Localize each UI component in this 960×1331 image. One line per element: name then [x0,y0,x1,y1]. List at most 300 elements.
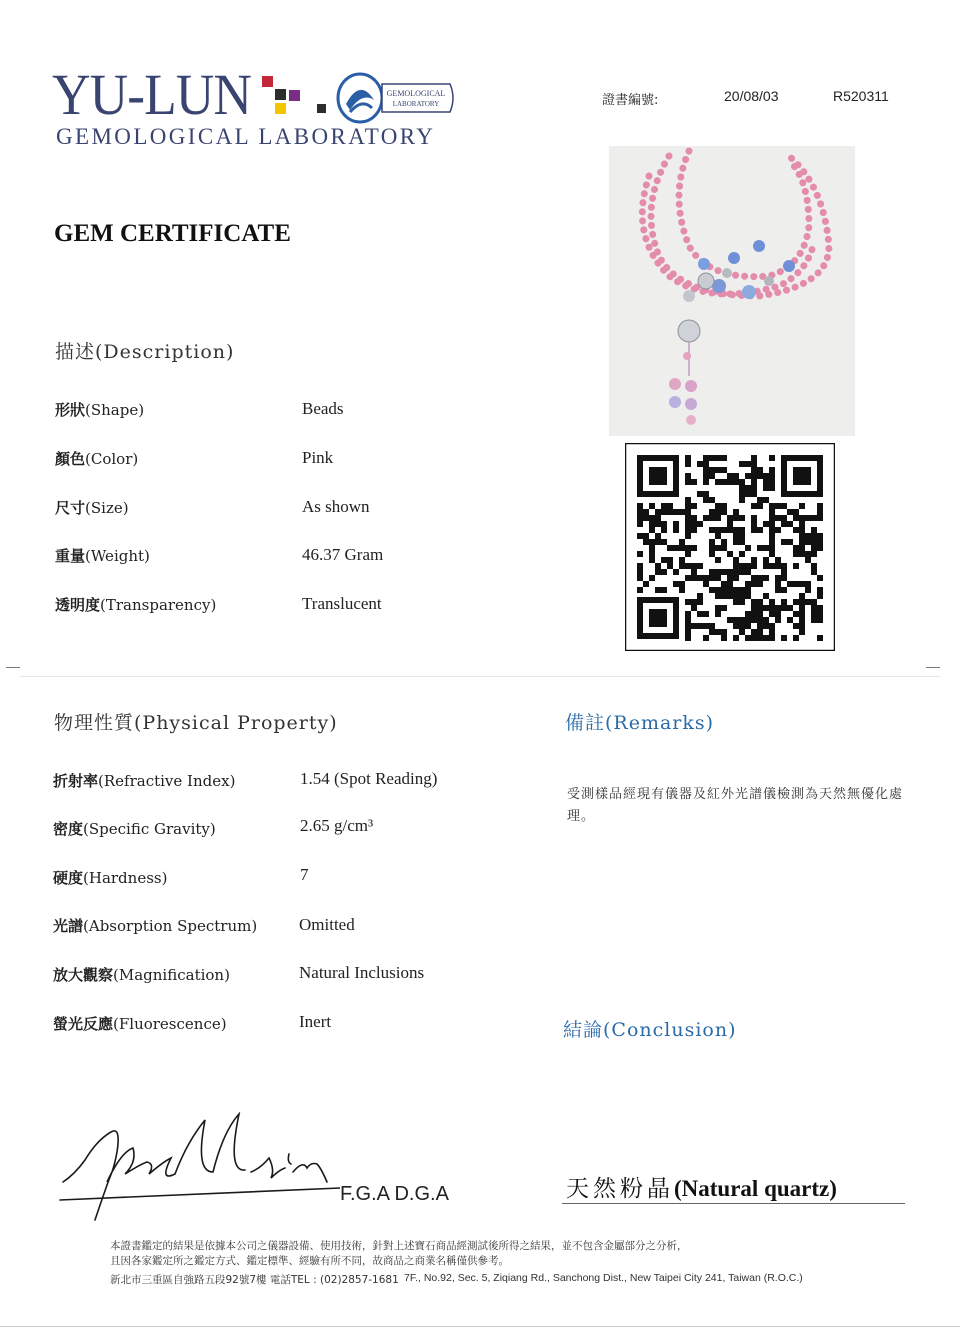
qr-module [655,533,661,539]
qr-module [709,575,715,581]
qr-module [637,503,643,509]
qr-module [667,563,673,569]
logo-square-dark [317,104,326,113]
qr-module [763,479,769,485]
description-heading: 描述(Description) [55,341,235,363]
qr-module [673,581,679,587]
qr-module [691,521,697,527]
qr-module [709,587,715,593]
qr-module [769,473,775,479]
qr-module [715,503,721,509]
physical-label-zh: 放大觀察 [53,966,114,984]
qr-module [637,563,643,569]
qr-module [715,479,721,485]
logo-square-red [262,76,273,87]
qr-module [733,599,739,605]
qr-module [709,551,715,557]
qr-module [745,593,751,599]
fold-mark-left [6,667,20,668]
qr-module [649,575,655,581]
qr-module [733,473,739,479]
qr-module [757,581,763,587]
qr-module [661,509,667,515]
qr-module [703,623,709,629]
qr-module [685,533,691,539]
physical-row-label [53,964,230,985]
certificate-title: GEM CERTIFICATE [54,220,291,247]
qr-module [655,515,661,521]
physical-label-zh: 硬度 [53,869,84,887]
physical-label-zh: 密度 [53,820,84,838]
qr-module [733,515,739,521]
description-row-label [55,448,138,469]
qr-module [751,461,757,467]
remarks-text: 受測樣品經現有儀器及紅外光譜儀檢測為天然無優化處理。 [567,787,904,824]
qr-module [739,497,745,503]
qr-module [661,527,667,533]
qr-module [739,533,745,539]
description-label-zh: 透明度 [55,596,101,614]
qr-module [811,551,817,557]
physical-row-label [53,818,216,839]
qr-module [667,545,673,551]
qr-module [805,581,811,587]
description-row-value: As shown [302,497,370,516]
section-divider [20,676,940,677]
qr-module [721,545,727,551]
qr-module [775,605,781,611]
qr-module [745,563,751,569]
qr-module [817,617,823,623]
qr-module [649,545,655,551]
qr-module [703,467,709,473]
qr-module [751,521,757,527]
qr-module [733,563,739,569]
qr-module [769,629,775,635]
qr-module [721,455,727,461]
physical-row-value: Omitted [299,915,355,934]
qr-module [697,623,703,629]
qr-module [745,611,751,617]
qr-module [655,509,661,515]
qr-module [799,629,805,635]
qr-module [739,617,745,623]
qr-finder-top-left [637,455,679,497]
qr-module [721,479,727,485]
qr-module [745,545,751,551]
description-row-label [55,594,216,615]
description-label-zh: 重量 [55,547,86,565]
qr-module [733,557,739,563]
qr-module [715,587,721,593]
physical-row-value: 2.65 g/cm³ [300,816,374,835]
qr-module [793,563,799,569]
qr-module [715,611,721,617]
qr-module [751,611,757,617]
qr-module [739,485,745,491]
footer-disclaimer-line-1: 本證書鑑定的結果是依據本公司之儀器設備、使用技術，針對上述寶石商品經測試後所得之結果，並不包含金屬部分之分析， [110,1240,688,1252]
qr-module [739,539,745,545]
qr-module [775,581,781,587]
qr-module [757,623,763,629]
qr-module [661,521,667,527]
qr-module [763,557,769,563]
qr-module [793,611,799,617]
qr-module [787,605,793,611]
footer-address-zh: 新北市三重區自強路五段92號7樓 電話TEL : (02)2857-1681 [110,1274,399,1286]
description-label-zh: 顏色 [55,450,86,468]
qr-module [781,599,787,605]
qr-module [691,575,697,581]
qr-module [757,629,763,635]
qr-module [763,617,769,623]
qr-module [817,539,823,545]
qr-module [685,527,691,533]
qr-module [757,575,763,581]
qr-module [715,467,721,473]
qr-module [703,515,709,521]
qr-module [715,569,721,575]
qr-module [799,533,805,539]
qr-module [769,479,775,485]
qr-module [769,521,775,527]
qr-module [673,545,679,551]
physical-row-label [53,770,235,791]
seal-line-2: LABORATORY [392,100,440,108]
qr-module [643,515,649,521]
qr-module [769,509,775,515]
qr-module [655,563,661,569]
qr-module [703,455,709,461]
qr-module [733,479,739,485]
qr-module [751,467,757,473]
qr-module [793,527,799,533]
qr-module [751,581,757,587]
qr-module [751,491,757,497]
qr-module [751,473,757,479]
qr-module [721,581,727,587]
qr-module [751,563,757,569]
qr-module [697,575,703,581]
qr-module [763,575,769,581]
physical-label-zh: 光譜 [53,917,84,935]
physical-row-value: Natural Inclusions [299,963,425,982]
qr-module [805,557,811,563]
qr-module [775,527,781,533]
qr-module [739,461,745,467]
qr-module [739,515,745,521]
qr-module [715,515,721,521]
qr-module [685,479,691,485]
gemological-lab-seal [336,70,458,126]
qr-module [673,509,679,515]
qr-module [751,503,757,509]
logo-color-squares [262,76,332,116]
qr-module [739,629,745,635]
qr-module [793,509,799,515]
qr-module [757,497,763,503]
qr-module [649,515,655,521]
qr-module [751,557,757,563]
qr-module [799,581,805,587]
physical-row-value: Inert [299,1012,332,1031]
qr-module [721,467,727,473]
qr-module [763,623,769,629]
qr-module [763,563,769,569]
qr-module [709,455,715,461]
qr-module [799,611,805,617]
page-bottom-edge [0,1326,960,1327]
qr-module [793,551,799,557]
qr-module [733,509,739,515]
qr-module [637,569,643,575]
qr-module [685,473,691,479]
qr-module [799,527,805,533]
qr-module [637,587,643,593]
qr-module [769,623,775,629]
qr-module [811,539,817,545]
qr-module [709,467,715,473]
qr-module [793,515,799,521]
qr-module [775,617,781,623]
signer-credentials: F.G.A D.G.A [340,1183,449,1205]
qr-module [703,491,709,497]
qr-module [769,599,775,605]
qr-module [781,569,787,575]
physical-row-label [53,915,257,936]
qr-module [799,623,805,629]
qr-module [811,527,817,533]
qr-module [739,491,745,497]
description-label-zh: 尺寸 [55,499,86,517]
qr-module [727,575,733,581]
qr-module [781,563,787,569]
qr-module [691,527,697,533]
qr-module [661,539,667,545]
qr-module [769,503,775,509]
qr-module [703,497,709,503]
qr-module [739,599,745,605]
qr-module [787,521,793,527]
qr-module [781,521,787,527]
qr-module [817,545,823,551]
qr-module [649,527,655,533]
qr-module [805,587,811,593]
qr-module [685,497,691,503]
conclusion-result [566,1170,837,1203]
qr-module [685,599,691,605]
qr-module [727,587,733,593]
qr-module [769,515,775,521]
description-row-label [55,399,144,420]
qr-module [733,539,739,545]
qr-finder-top-right [781,455,823,497]
qr-module [781,587,787,593]
qr-module [643,581,649,587]
qr-module [769,563,775,569]
qr-module [769,551,775,557]
qr-module [655,569,661,575]
qr-module [769,485,775,491]
qr-module [709,509,715,515]
qr-module [649,557,655,563]
qr-module [715,533,721,539]
lab-logo-subtitle: GEMOLOGICAL LABORATORY [56,124,436,149]
qr-module [685,545,691,551]
qr-module [781,503,787,509]
qr-module [763,473,769,479]
qr-module [817,533,823,539]
qr-module [727,581,733,587]
qr-module [637,521,643,527]
qr-module [745,635,751,641]
qr-module [643,533,649,539]
qr-module [697,563,703,569]
fold-mark-right [926,667,940,668]
qr-module [679,509,685,515]
qr-module [637,509,643,515]
cert-date: 20/08/03 [724,88,779,104]
cert-number-label: 證書編號: [602,93,659,108]
qr-module [703,473,709,479]
qr-module [667,509,673,515]
qr-module [751,515,757,521]
qr-module [805,533,811,539]
qr-module [685,623,691,629]
physical-row-value: 1.54 (Spot Reading) [300,769,438,788]
qr-module [763,605,769,611]
qr-module [745,581,751,587]
qr-module [685,617,691,623]
qr-module [727,515,733,521]
qr-module [769,539,775,545]
conclusion-underline [562,1203,905,1204]
qr-module [709,569,715,575]
qr-module [745,569,751,575]
qr-module [769,455,775,461]
qr-module [697,593,703,599]
remarks-heading: 備註(Remarks) [565,712,715,734]
qr-module [739,593,745,599]
physical-heading: 物理性質(Physical Property) [54,712,338,734]
qr-module [679,563,685,569]
qr-module [703,479,709,485]
qr-module [721,527,727,533]
qr-module [739,587,745,593]
qr-module [691,569,697,575]
qr-module [745,461,751,467]
qr-module [637,515,643,521]
qr-module [805,539,811,545]
qr-module [799,605,805,611]
qr-module [781,575,787,581]
description-label-en: (Color) [85,450,139,468]
qr-module [739,569,745,575]
qr-module [757,527,763,533]
description-row-label [55,545,150,566]
qr-module [751,479,757,485]
qr-module [763,635,769,641]
qr-module [751,575,757,581]
qr-module [787,509,793,515]
qr-module [661,587,667,593]
qr-module [781,539,787,545]
qr-module [715,605,721,611]
qr-module [667,557,673,563]
qr-module [709,545,715,551]
qr-module [679,581,685,587]
qr-module [811,569,817,575]
physical-row-value: 7 [300,865,309,884]
qr-module [715,575,721,581]
qr-module [721,605,727,611]
qr-module [709,497,715,503]
qr-module [745,491,751,497]
qr-module [793,545,799,551]
qr-module [763,485,769,491]
qr-module [739,551,745,557]
qr-module [715,557,721,563]
qr-module [811,563,817,569]
qr-module [703,611,709,617]
logo-square-black [275,89,286,100]
qr-module [751,629,757,635]
qr-module [685,503,691,509]
physical-label-zh: 螢光反應 [53,1015,114,1033]
qr-module [757,467,763,473]
logo-square-yellow [275,103,286,114]
qr-module [775,503,781,509]
qr-module [811,533,817,539]
qr-module [691,479,697,485]
qr-module [691,563,697,569]
qr-module [703,575,709,581]
qr-module [685,455,691,461]
qr-module [811,611,817,617]
qr-module [649,521,655,527]
physical-label-en: (Absorption Spectrum) [83,917,258,935]
qr-module [667,503,673,509]
qr-module [685,611,691,617]
qr-module [733,623,739,629]
qr-module [655,587,661,593]
qr-module [769,635,775,641]
qr-module [787,539,793,545]
qr-module [817,509,823,515]
lab-logo-text: YU-LUN [52,62,251,127]
qr-module [697,599,703,605]
qr-module [793,581,799,587]
qr-module [715,629,721,635]
description-label-zh: 形狀 [55,401,86,419]
physical-label-en: (Hardness) [83,869,168,887]
qr-module [733,617,739,623]
qr-module [751,455,757,461]
qr-module [751,617,757,623]
qr-module [757,611,763,617]
qr-module [721,587,727,593]
qr-module [697,611,703,617]
qr-module [691,545,697,551]
qr-module [751,635,757,641]
qr-module [709,515,715,521]
qr-module [799,539,805,545]
qr-module [811,617,817,623]
qr-module [691,515,697,521]
footer-disclaimer-line-2: 且因各家鑑定所之鑑定方式、鑑定標準、經驗有所不同，故商品之商業名稱僅供參考。 [110,1255,509,1267]
qr-module [733,593,739,599]
qr-module [799,521,805,527]
